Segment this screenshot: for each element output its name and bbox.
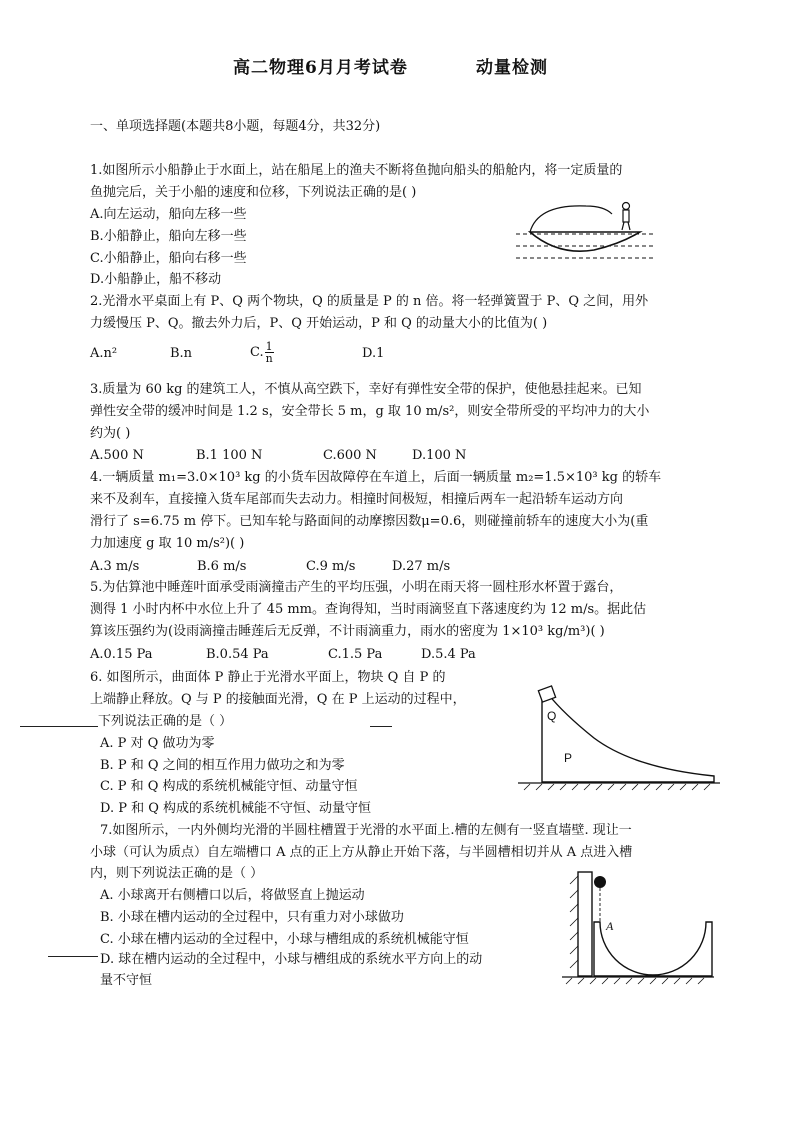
q6-option-d: D. P 和 Q 构成的系统机械能不守恒、动量守恒 — [100, 801, 372, 816]
throw-arc — [530, 206, 612, 232]
q6-option-b: B. P 和 Q 之间的相互作用力做功之和为零 — [100, 758, 345, 773]
ball — [594, 876, 606, 888]
q3-stem-line3: 约为( ) — [90, 426, 131, 441]
q6-option-c: C. P 和 Q 构成的系统机械能守恒、动量守恒 — [100, 779, 358, 794]
q6-stem-line2: 上端静止释放。Q 与 P 的接触面光滑，Q 在 P 上运动的过程中， — [90, 692, 466, 707]
margin-line-3 — [48, 956, 98, 957]
q4-option-b: B.6 m/s — [197, 559, 247, 574]
fisherman-body — [623, 210, 629, 222]
q2-option-c: C. $\frac{1}{n}$ — [250, 340, 273, 365]
q7-option-a: A. 小球离开右侧槽口以后，将做竖直上抛运动 — [100, 888, 365, 903]
q3-stem-line1: 3.质量为 60 kg 的建筑工人，不慎从高空跌下，幸好有弹性安全带的保护，使他悬挂起来。已知 — [90, 382, 642, 397]
curved-body-figure — [514, 682, 724, 798]
wall — [578, 872, 592, 976]
q3-stem-line2: 弹性安全带的缓冲时间是 1.2 s，安全带长 5 m，g 取 10 m/s²，则安全带所受的平均冲力的大小 — [90, 404, 650, 419]
q1-option-d: D.小船静止，船不移动 — [90, 272, 222, 287]
q7-option-d: D. 球在槽内运动的全过程中，小球与槽组成的系统水平方向上的动 — [100, 952, 483, 967]
boat-hull — [530, 232, 640, 251]
q4-option-d: D.27 m/s — [392, 559, 451, 574]
q1-option-a: A.向左运动，船向左移一些 — [90, 207, 247, 222]
q5-option-a: A.0.15 Pa — [90, 647, 153, 662]
q4-option-a: A.3 m/s — [90, 559, 140, 574]
q5-stem-line2: 测得 1 小时内杯中水位上升了 45 mm。查询得知，当时雨滴竖直下落速度约为 12 m/s。据此估 — [90, 602, 647, 617]
q1-option-c: C.小船静止，船向右移一些 — [90, 251, 247, 266]
page-subtitle: 动量检测 — [476, 58, 548, 78]
label-q: Q — [547, 709, 557, 723]
margin-line-2 — [370, 726, 392, 727]
q3-option-a: A.500 N — [90, 448, 144, 463]
curved-body-p — [542, 694, 714, 782]
q7-stem-line2: 小球（可认为质点）自左端槽口 A 点的正上方从静止开始下落，与半圆槽相切并从 A 点进入槽 — [90, 845, 633, 860]
q3-option-c: C.600 N — [323, 448, 377, 463]
groove-figure — [560, 868, 716, 990]
q7-option-d-continued: 量不守恒 — [100, 973, 153, 988]
q2-option-d: D.1 — [362, 346, 385, 361]
boat-figure — [508, 196, 668, 268]
label-a: A — [606, 919, 614, 933]
fisherman-head — [623, 203, 630, 210]
q4-stem-line1: 4.一辆质量 m₁=3.0×10³ kg 的小货车因故障停在车道上，后面一辆质量 m₂=1.5×10³ kg 的轿车 — [90, 470, 662, 485]
q3-option-d: D.100 N — [412, 448, 467, 463]
q7-stem-line3: 内，则下列说法正确的是（ ） — [90, 866, 264, 881]
q6-stem-line3: 下列说法正确的是（ ） — [98, 714, 233, 729]
q2-option-b: B.n — [170, 346, 193, 361]
q2-stem-line2: 力缓慢压 P、Q。撤去外力后，P、Q 开始运动，P 和 Q 的动量大小的比值为( ) — [90, 316, 548, 331]
q4-option-c: C.9 m/s — [306, 559, 356, 574]
q1-stem-line2: 鱼抛完后，关于小船的速度和位移，下列说法正确的是( ) — [90, 185, 417, 200]
q6-option-a: A. P 对 Q 做功为零 — [100, 736, 215, 751]
q5-stem-line1: 5.为估算池中睡莲叶面承受雨滴撞击产生的平均压强，小明在雨天将一圆柱形水杯置于露台， — [90, 580, 623, 595]
q4-stem-line3: 滑行了 s=6.75 m 停下。已知车轮与路面间的动摩擦因数μ=0.6，则碰撞前轿车的速度大小为(重 — [90, 514, 649, 529]
margin-line-1 — [20, 726, 98, 727]
label-p: P — [564, 751, 573, 765]
q7-option-b: B. 小球在槽内运动的全过程中，只有重力对小球做功 — [100, 910, 404, 925]
section-heading: 一、单项选择题(本题共8小题，每题4分，共32分) — [90, 119, 381, 134]
q3-option-b: B.1 100 N — [196, 448, 263, 463]
q7-option-c: C. 小球在槽内运动的全过程中，小球与槽组成的系统机械能守恒 — [100, 932, 469, 947]
q4-stem-line4: 力加速度 g 取 10 m/s²)( ) — [90, 536, 245, 551]
q4-stem-line2: 来不及刹车，直接撞入货车尾部而失去动力。相撞时间极短，相撞后两车一起沿轿车运动方向 — [90, 492, 624, 507]
q5-option-d: D.5.4 Pa — [421, 647, 476, 662]
q2-option-a: A.n² — [90, 346, 118, 361]
q5-option-c: C.1.5 Pa — [328, 647, 383, 662]
q5-stem-line3: 算该压强约为(设雨滴撞击睡莲后无反弹，不计雨滴重力，雨水的密度为 1×10³ kg/m³)( ) — [90, 624, 605, 639]
q2-option-c-fraction: $\frac{1}{n}$ — [265, 340, 273, 365]
q7-stem-line1: 7.如图所示，一内外侧均光滑的半圆柱槽置于光滑的水平面上.槽的左侧有一竖直墙壁. 现让一 — [100, 823, 632, 838]
page-title: 高二物理6月月考试卷 — [233, 58, 408, 78]
q6-stem-line1: 6. 如图所示，曲面体 P 静止于光滑水平面上，物块 Q 自 P 的 — [90, 670, 446, 685]
q5-option-b: B.0.54 Pa — [206, 647, 269, 662]
q2-stem-line1: 2.光滑水平桌面上有 P、Q 两个物块，Q 的质量是 P 的 n 倍。将一轻弹簧置于 P、Q 之间，用外 — [90, 294, 649, 309]
q1-stem-line1: 1.如图所示小船静止于水面上，站在船尾上的渔夫不断将鱼抛向船头的船舱内，将一定质量的 — [90, 163, 623, 178]
q1-option-b: B.小船静止，船向左移一些 — [90, 229, 247, 244]
